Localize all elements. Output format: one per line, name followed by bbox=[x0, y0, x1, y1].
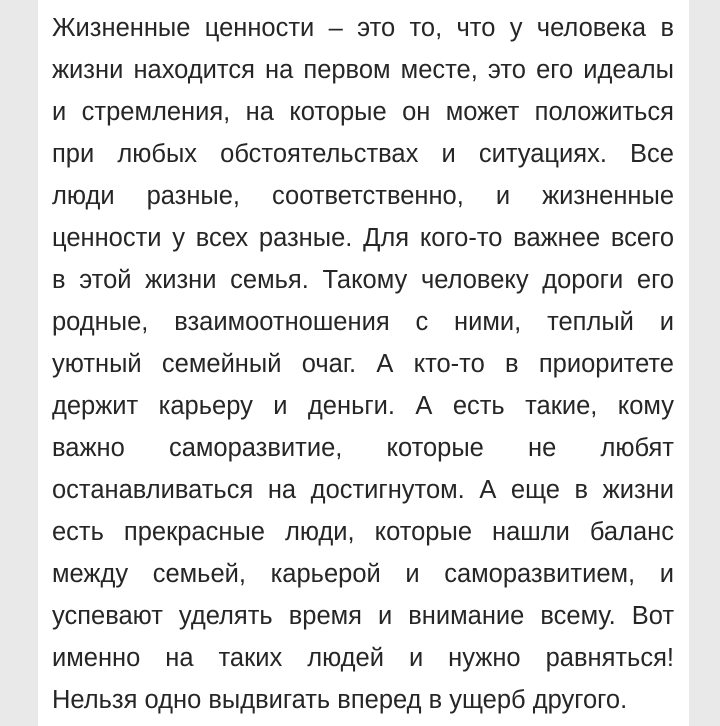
paragraph-line: ценности у всех разные. Для кого-то важнее всего bbox=[52, 224, 674, 252]
paragraph-line: именно на таких людей и нужно равняться! bbox=[52, 644, 674, 672]
paragraph-line: и стремления, на которые он может положиться bbox=[52, 98, 674, 126]
paragraph-line: важно саморазвитие, которые не любят bbox=[52, 434, 674, 462]
paragraph-line: держит карьеру и деньги. А есть такие, кому bbox=[52, 392, 674, 420]
paragraph-line: люди разные, соответственно, и жизненные bbox=[52, 182, 674, 210]
essay-paragraph bbox=[52, 7, 674, 721]
paragraph-line: уютный семейный очаг. А кто-то в приоритете bbox=[52, 350, 674, 378]
paragraph-line: останавливаться на достигнутом. А еще в жизни bbox=[52, 476, 674, 504]
paragraph-line: при любых обстоятельствах и ситуациях. Все bbox=[52, 140, 674, 168]
paragraph-line: в этой жизни семья. Такому человеку дороги его bbox=[52, 266, 674, 294]
paragraph-line: родные, взаимоотношения с ними, теплый и bbox=[52, 308, 674, 336]
paragraph-line: между семьей, карьерой и саморазвитием, и bbox=[52, 560, 674, 588]
paragraph-line: жизни находится на первом месте, это его идеалы bbox=[52, 56, 674, 84]
paragraph-line-last: Нельзя одно выдвигать вперед в ущерб другого. bbox=[52, 686, 628, 714]
document-page bbox=[38, 0, 689, 726]
paragraph-line: есть прекрасные люди, которые нашли баланс bbox=[52, 518, 674, 546]
paragraph-line: Жизненные ценности – это то, что у человека в bbox=[52, 14, 674, 42]
paragraph-line: успевают уделять время и внимание всему. Вот bbox=[52, 602, 674, 630]
